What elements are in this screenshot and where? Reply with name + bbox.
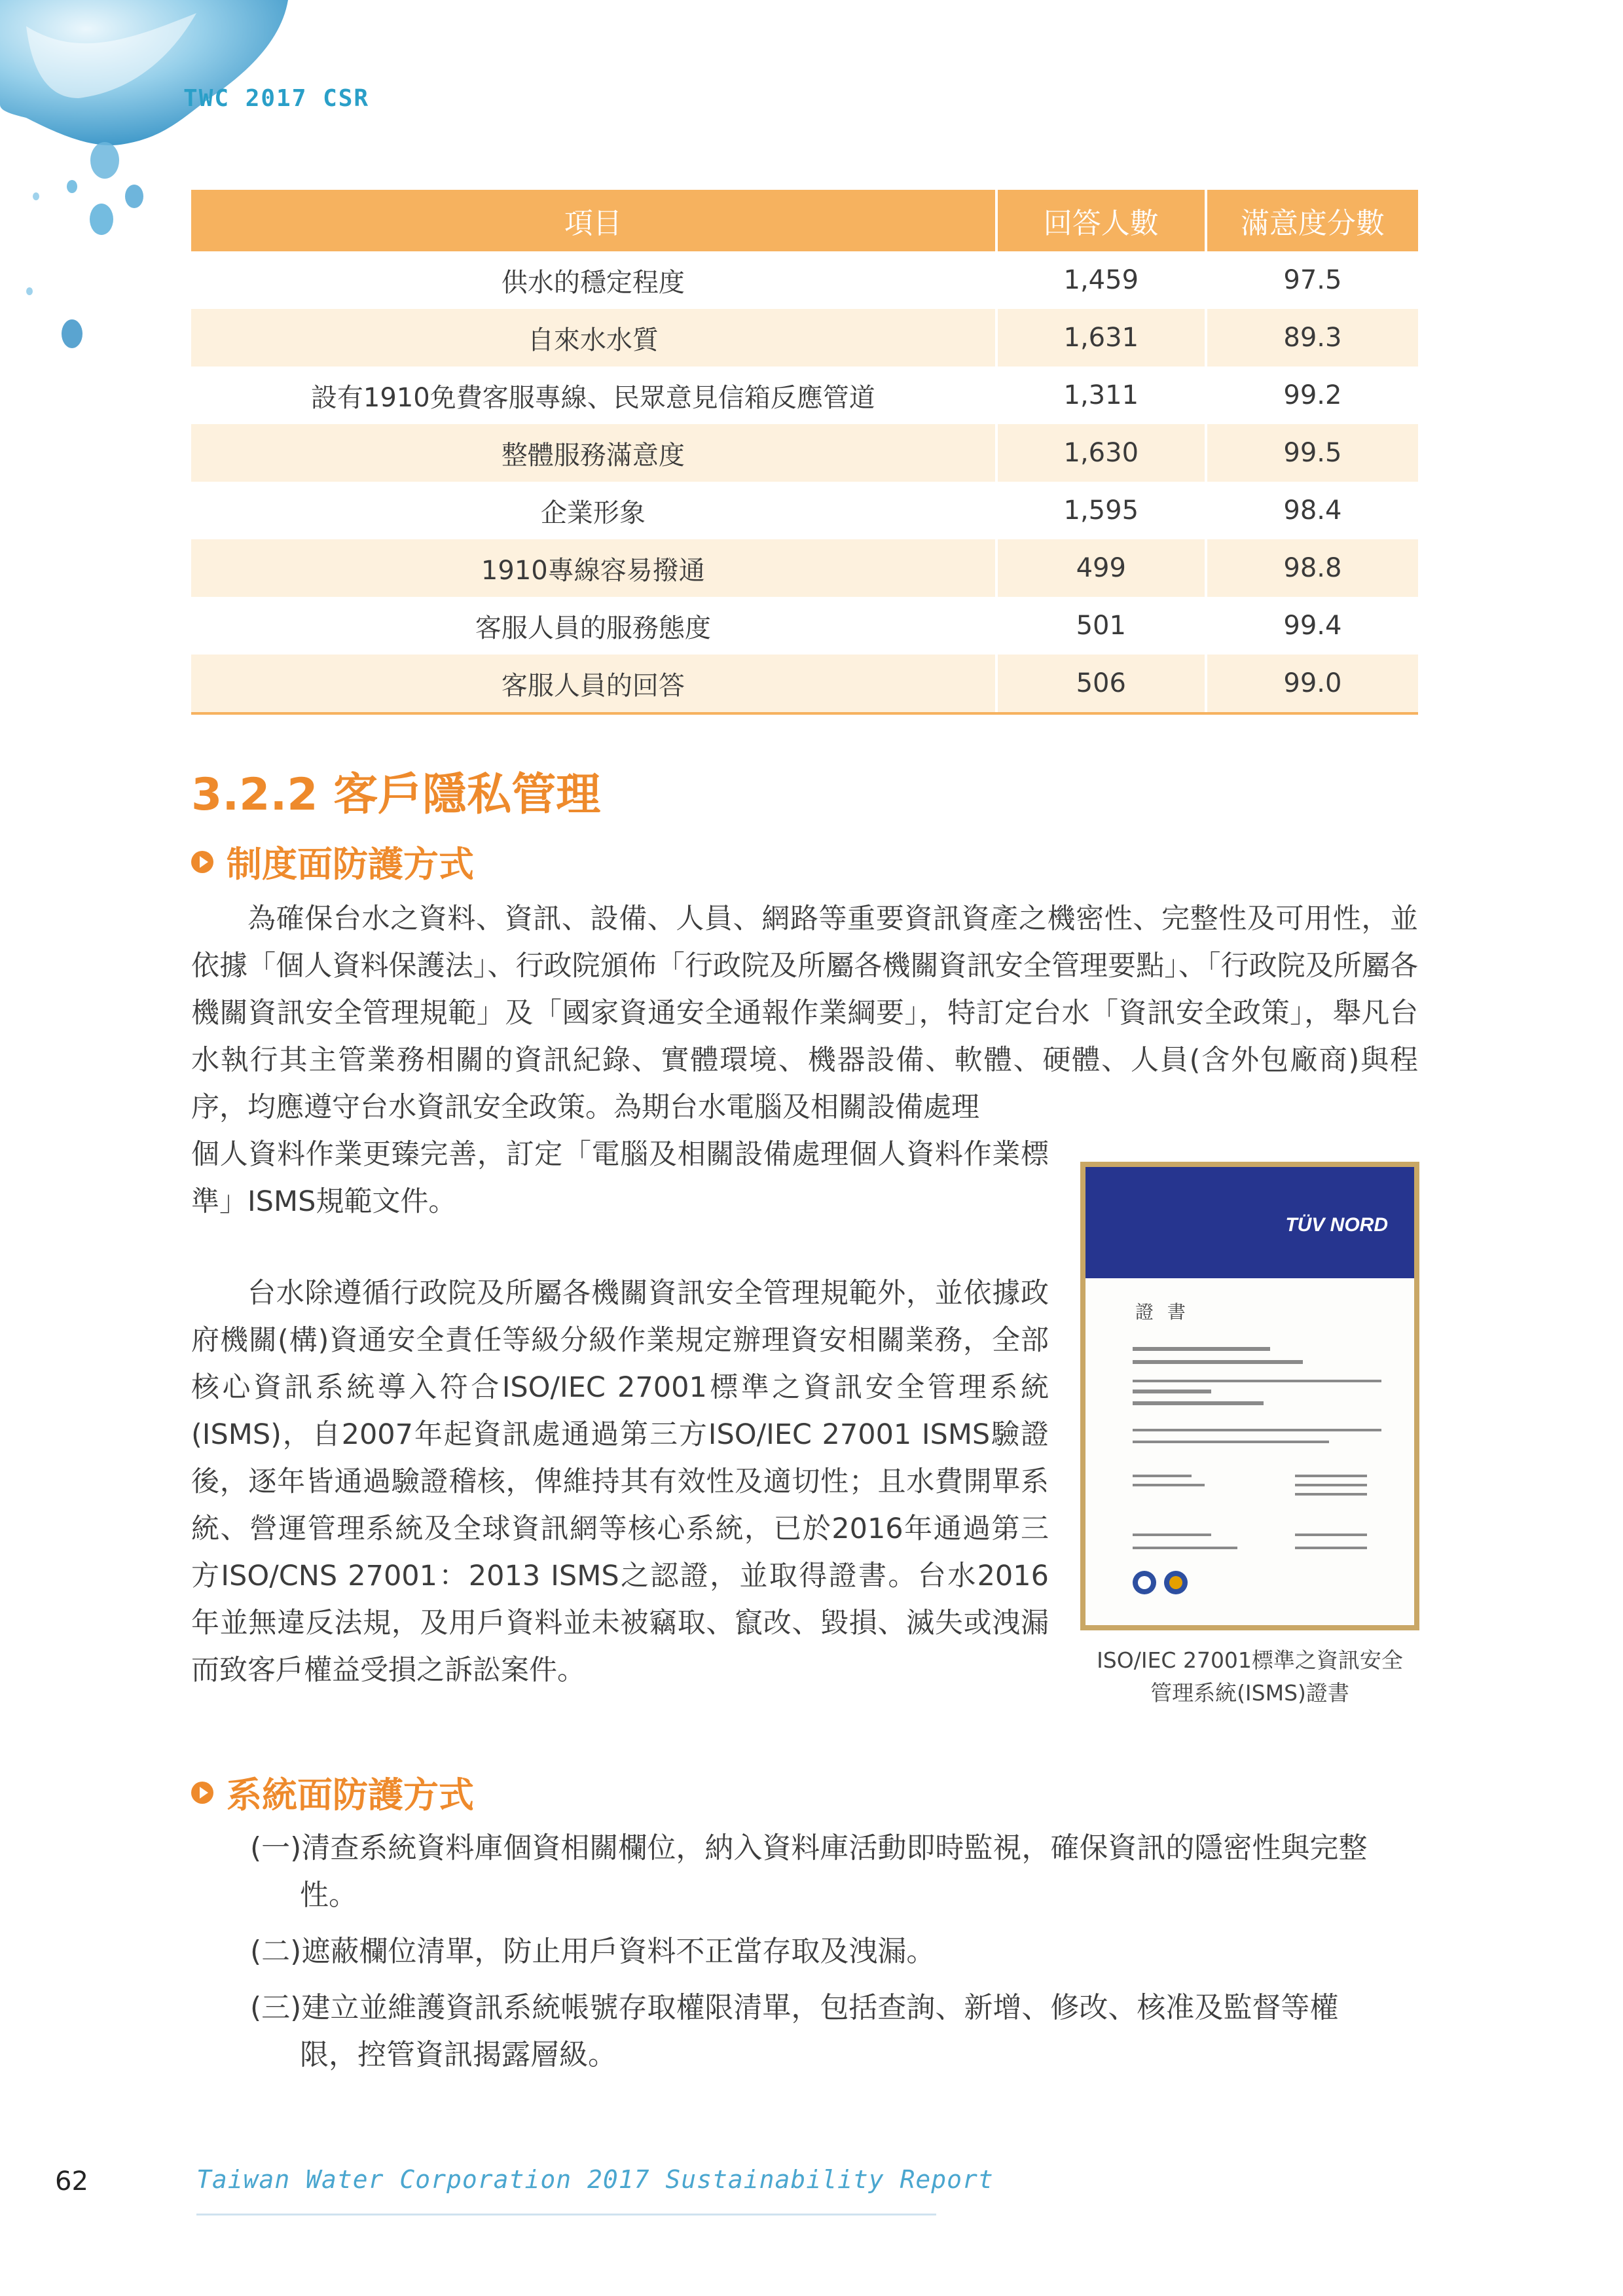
- table-cell-item: 設有1910免費客服專線、民眾意見信箱反應管道: [310, 382, 875, 413]
- caption-line-1: ISO/IEC 27001標準之資訊安全: [1097, 1647, 1403, 1673]
- satisfaction-table: [191, 190, 1418, 715]
- table-cell-item: 客服人員的回答: [191, 655, 996, 713]
- table-cell-item: 客服人員的服務態度: [475, 613, 711, 643]
- table-cell-respondents: 1,595: [996, 482, 1206, 539]
- table-cell-item: 供水的穩定程度: [501, 267, 685, 298]
- institutional-paragraph-2: 台水除遵循行政院及所屬各機關資訊安全管理規範外，並依據政府機關(構)資通安全責任等級分級作業規定辦理資安相關業務，全部核心資訊系統導入符合ISO/IEC 27001標準之資訊安全管理系統(ISMS)，自2007年起資訊處通過第三方ISO/IEC 27001 ISMS驗證後，逐年皆通過驗證稽核，俾維持其有效性及適切性；且水費開單系統、營運管理系統及全球資訊網等核心系統，已於2016年通過第三方ISO/CNS 27001：2013 ISMS之認證，並取得證書。台水2016年並無違反法規，及用戶資料並未被竊取、竄改、毀損、滅失或洩漏而致客戶權益受損之訴訟案件。: [191, 1277, 1049, 1687]
- list-item-continuation: 限，控管資訊揭露層級。: [300, 2038, 617, 2072]
- accreditation-logos: [1130, 1566, 1202, 1599]
- table-cell-respondents: 1,631: [996, 309, 1206, 367]
- footer-report-title: Taiwan Water Corporation 2017 Sustainability Report: [196, 2165, 994, 2194]
- list-marker: (二): [250, 1935, 302, 1968]
- table-cell-respondents: 1,311: [996, 367, 1206, 424]
- table-cell-item: 1910專線容易撥通: [191, 539, 996, 597]
- table-row: [191, 251, 1418, 309]
- table-cell-score: 99.4: [1206, 597, 1418, 655]
- system-protection-heading: [191, 1767, 474, 1818]
- list-item-text: 清查系統資料庫個資相關欄位，納入資料庫活動即時監視，確保資訊的隱密性與完整: [301, 1831, 1368, 1865]
- footer-divider: [196, 2214, 936, 2215]
- table-cell-score: 99.2: [1206, 367, 1418, 424]
- table-row: [191, 482, 1418, 539]
- table-row: [191, 597, 1418, 655]
- column-header-respondents: 回答人數: [996, 190, 1206, 251]
- list-marker: (三): [250, 1991, 302, 2024]
- section-title: 3.2.2 客戶隱私管理: [191, 769, 601, 821]
- tuv-nord-logo: TÜV NORD: [1285, 1214, 1388, 1236]
- isms-certificate-image: [1080, 1162, 1419, 1630]
- page-number: 62: [55, 2166, 88, 2197]
- report-header-tag: TWC 2017 CSR: [183, 85, 370, 112]
- list-marker: (一): [250, 1831, 302, 1865]
- play-bullet-icon: [191, 851, 213, 873]
- column-header-item: 項目: [191, 190, 996, 251]
- institutional-paragraph-1-continued: 個人資料作業更臻完善，訂定「電腦及相關設備處理個人資料作業標準」ISMS規範文件。: [191, 1138, 1049, 1218]
- table-cell-score: 99.0: [1206, 655, 1418, 713]
- table-cell-score: 99.5: [1206, 424, 1418, 482]
- table-cell-respondents: 501: [996, 597, 1206, 655]
- table-cell-respondents: 1,459: [996, 251, 1206, 309]
- caption-line-2: 管理系統(ISMS)證書: [1150, 1680, 1349, 1706]
- list-item-text: 建立並維護資訊系統帳號存取權限清單，包括查詢、新增、修改、核准及監督等權: [301, 1991, 1339, 2024]
- table-row: [191, 424, 1418, 482]
- list-item: [250, 1825, 1419, 1919]
- table-cell-score: 98.8: [1206, 539, 1418, 597]
- list-item-text: 遮蔽欄位清單，防止用戶資料不正當存取及洩漏。: [301, 1935, 936, 1968]
- table-cell-score: 89.3: [1206, 309, 1418, 367]
- institutional-paragraph-1: 為確保台水之資料、資訊、設備、人員、網路等重要資訊資產之機密性、完整性及可用性，並依據「個人資料保護法」、行政院頒佈「行政院及所屬各機關資訊安全管理要點」、「行政院及所屬各機關資訊安全管理規範」及「國家資通安全通報作業綱要」，特訂定台水「資訊安全政策」，舉凡台水執行其主管業務相關的資訊紀錄、實體環境、機器設備、軟體、硬體、人員(含外包廠商)與程序，均應遵守台水資訊安全政策。為期台水電腦及相關設備處理: [191, 903, 1418, 1124]
- table-row: [191, 309, 1418, 367]
- certificate-caption: [1080, 1644, 1419, 1710]
- institutional-heading-text: 制度面防護方式: [227, 844, 474, 885]
- list-item: [250, 1928, 1419, 1975]
- play-bullet-icon: [191, 1782, 213, 1804]
- table-cell-item: 企業形象: [540, 497, 646, 528]
- column-header-score: 滿意度分數: [1206, 190, 1418, 251]
- table-row: [191, 655, 1418, 713]
- list-item: [250, 1984, 1419, 2079]
- system-heading-text: 系統面防護方式: [227, 1774, 474, 1816]
- table-row: [191, 367, 1418, 424]
- table-cell-respondents: 1,630: [996, 424, 1206, 482]
- table-header-row: [191, 190, 1418, 251]
- table-row: [191, 539, 1418, 597]
- table-cell-score: 98.4: [1206, 482, 1418, 539]
- list-item-continuation: 性。: [300, 1878, 357, 1912]
- table-cell-item: 整體服務滿意度: [191, 424, 996, 482]
- table-cell-item: 自來水水質: [191, 309, 996, 367]
- table-cell-respondents: 506: [996, 655, 1206, 713]
- table-cell-respondents: 499: [996, 539, 1206, 597]
- certificate-title: 證 書: [1135, 1301, 1190, 1323]
- table-cell-score: 97.5: [1206, 251, 1418, 309]
- institutional-protection-heading: [191, 836, 474, 887]
